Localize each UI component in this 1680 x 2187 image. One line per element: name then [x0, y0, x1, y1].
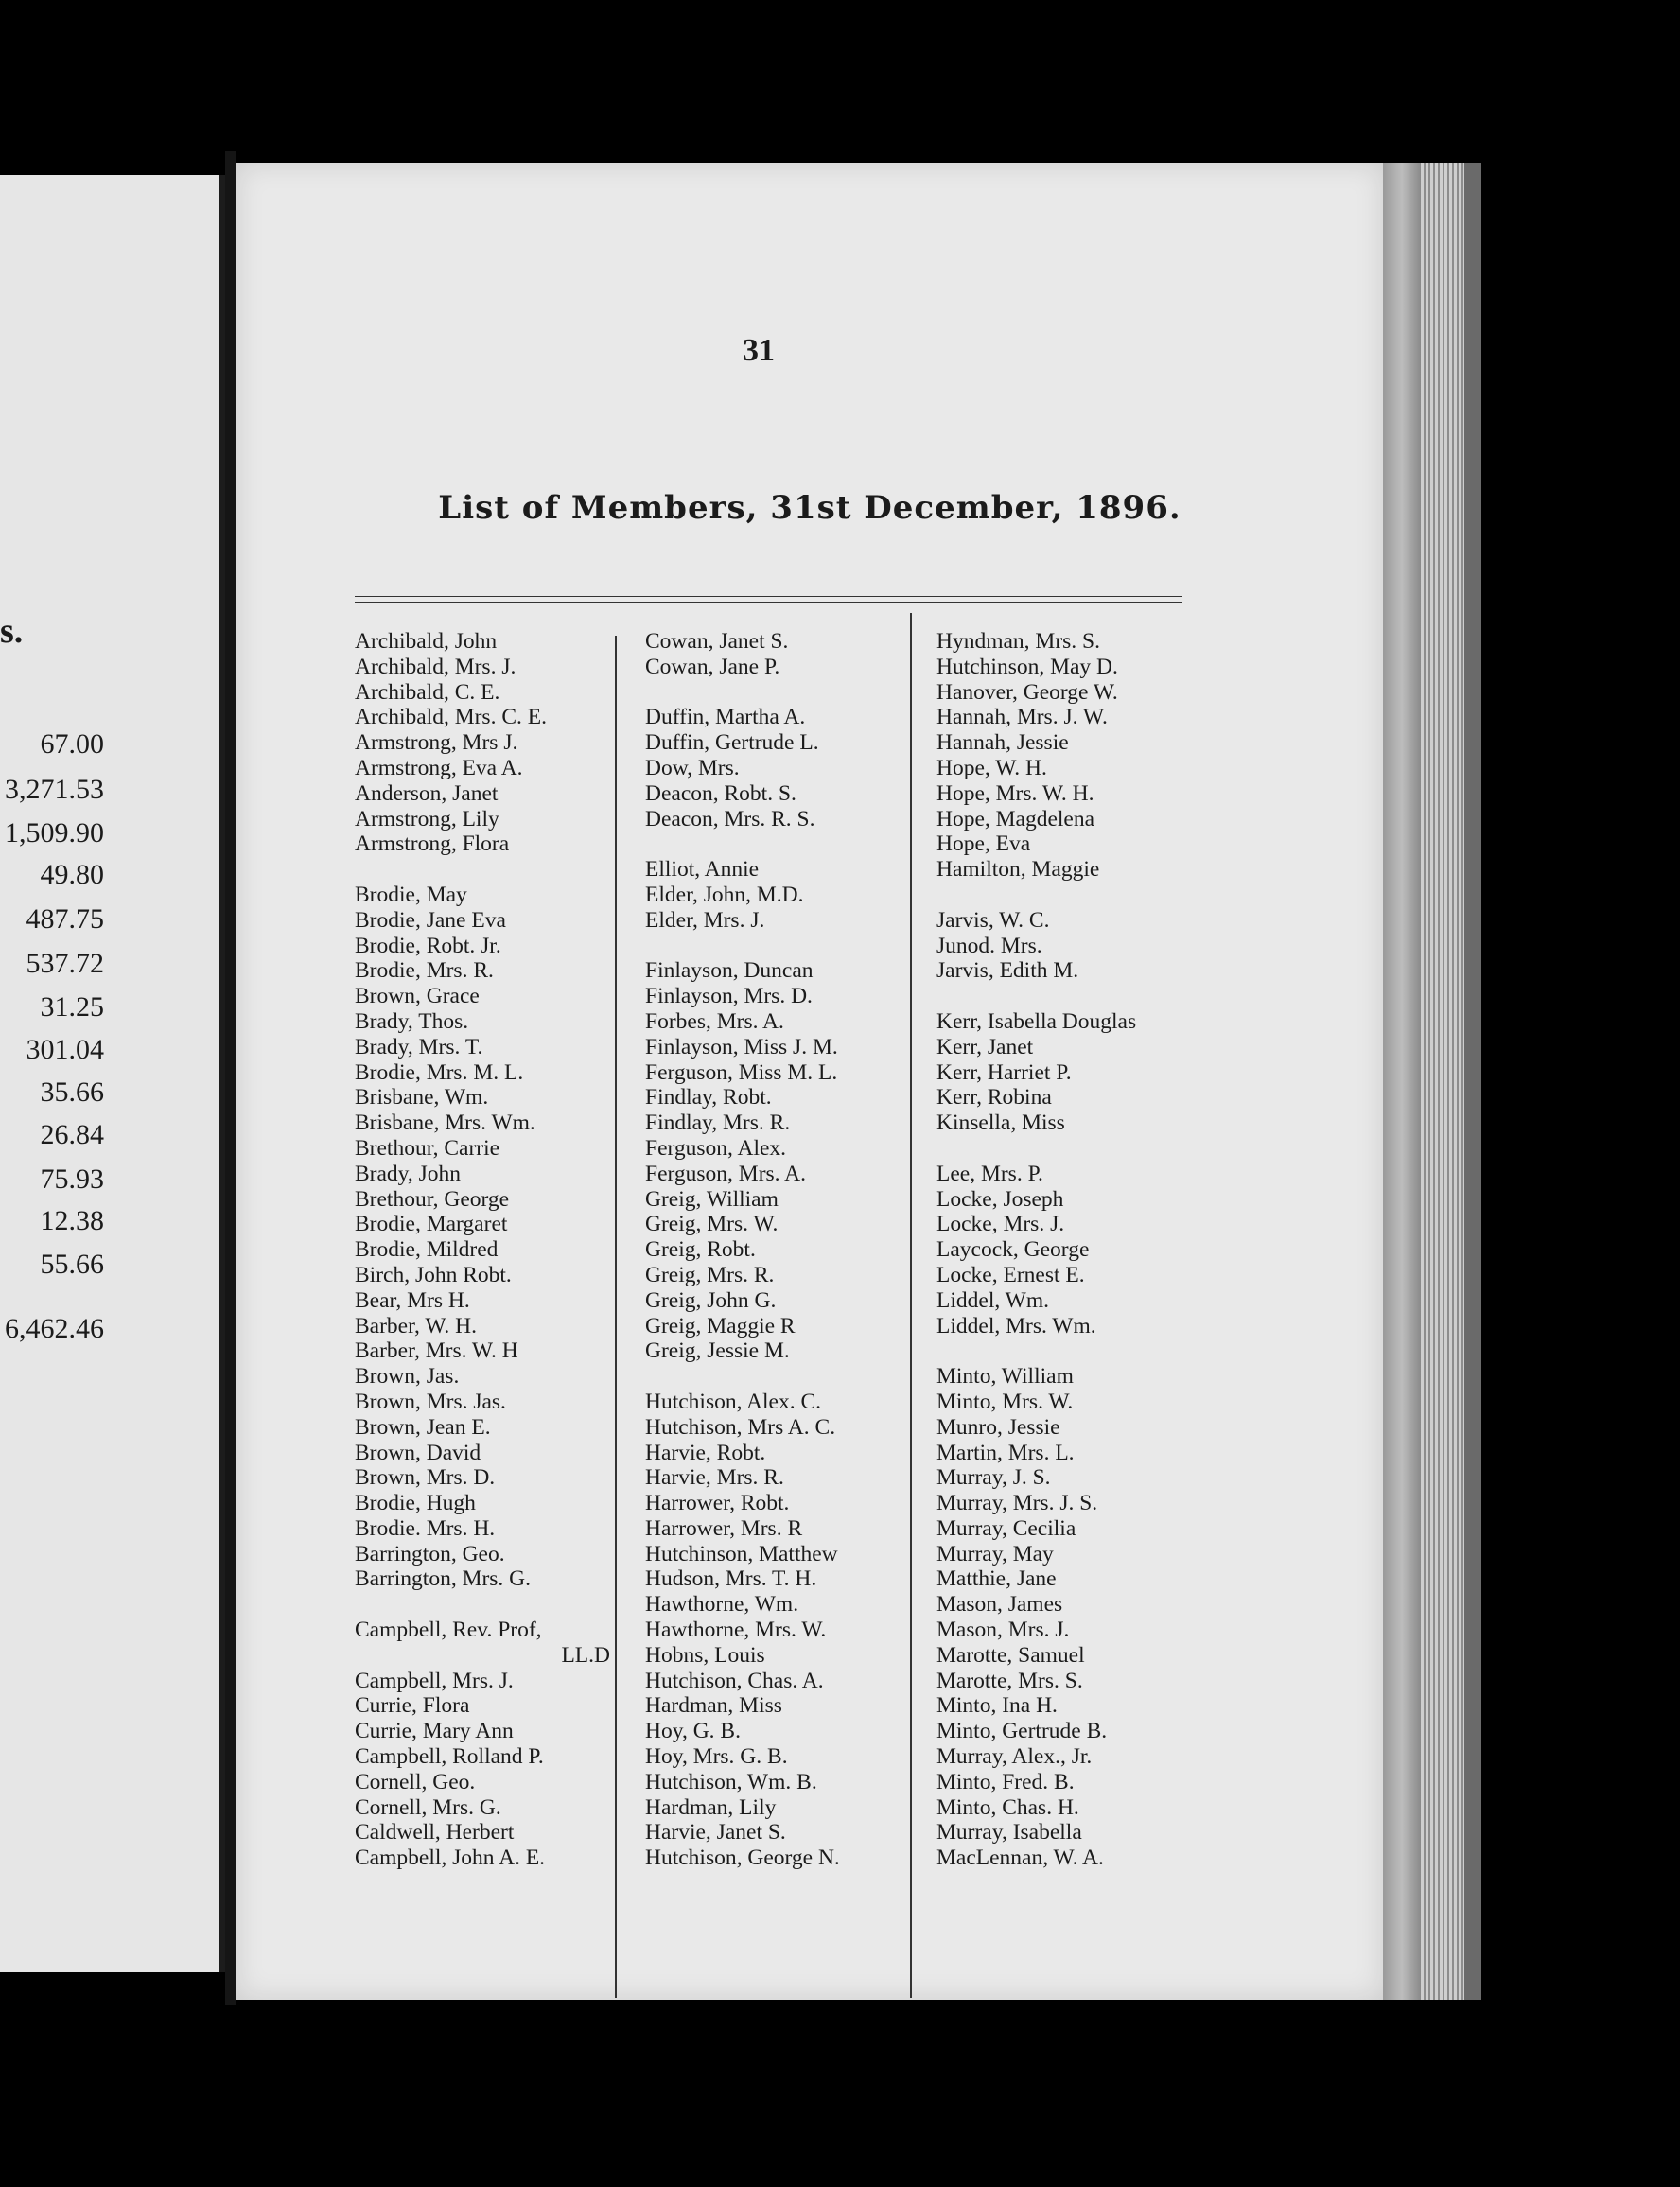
member-entry: Brady, Thos.	[355, 1008, 469, 1034]
member-entry: Finlayson, Duncan	[645, 958, 814, 984]
member-entry: Deacon, Robt. S.	[645, 780, 796, 806]
member-entry: Brown, Jean E.	[355, 1414, 491, 1440]
member-entry: Barrington, Geo.	[355, 1541, 505, 1566]
member-entry: Brodie, Hugh	[355, 1491, 476, 1516]
section-gap	[936, 883, 1136, 908]
member-entry: Greig, John G.	[645, 1287, 777, 1313]
member-entry: Hutchison, Mrs A. C.	[645, 1414, 836, 1440]
members-column-1	[355, 629, 610, 1871]
member-entry: Greig, Maggie R	[645, 1313, 796, 1338]
section-gap	[645, 680, 840, 706]
member-entry: Harvie, Mrs. R.	[645, 1465, 784, 1491]
section-gap	[645, 934, 840, 959]
member-entry: Brady, John	[355, 1161, 462, 1186]
member-entry: Hoy, Mrs. G. B.	[645, 1744, 788, 1770]
member-entry: Barber, Mrs. W. H	[355, 1338, 518, 1364]
member-entry: Brown, David	[355, 1440, 481, 1465]
member-entry: Kinsella, Miss	[936, 1111, 1065, 1136]
amount: 26.84	[40, 1119, 104, 1150]
member-entry: Armstrong, Flora	[355, 831, 510, 857]
column-divider-2	[910, 613, 912, 1998]
member-entry: Hutchinson, Matthew	[645, 1541, 838, 1566]
member-entry: Hardman, Lily	[645, 1794, 777, 1820]
member-entry: Caldwell, Herbert	[355, 1820, 515, 1846]
amount: 75.93	[40, 1163, 104, 1195]
member-entry: Campbell, Mrs. J.	[355, 1668, 514, 1693]
member-entry: Locke, Ernest E.	[936, 1262, 1085, 1287]
member-entry: Kerr, Robina	[936, 1085, 1052, 1111]
member-entry: Brodie, Robt. Jr.	[355, 933, 501, 958]
member-entry: Brodie, Mrs. R.	[355, 958, 494, 984]
member-entry: Minto, Mrs. W.	[936, 1389, 1074, 1414]
member-entry: Hawthorne, Mrs. W.	[645, 1618, 827, 1643]
member-entry: Hope, Magdelena	[936, 806, 1095, 831]
member-entry: Archibald, Mrs. J.	[355, 654, 516, 679]
section-gap	[645, 1364, 840, 1390]
member-entry: Campbell, Rev. Prof,	[355, 1618, 542, 1643]
section-gap	[936, 984, 1136, 1009]
member-entry: Hannah, Mrs. J. W.	[936, 705, 1108, 730]
member-entry: Hutchinson, May D.	[936, 654, 1118, 679]
member-entry: Ferguson, Alex.	[645, 1135, 787, 1161]
member-entry: Kerr, Harriet P.	[936, 1059, 1072, 1085]
members-column-3	[936, 629, 1136, 1871]
member-entry: Brethour, George	[355, 1186, 510, 1212]
member-entry: Brisbane, Wm.	[355, 1085, 489, 1111]
member-entry: Brady, Mrs. T.	[355, 1034, 483, 1059]
member-entry: Liddel, Wm.	[936, 1287, 1050, 1313]
member-entry: Brodie. Mrs. H.	[355, 1515, 496, 1541]
member-entry: Armstrong, Lily	[355, 806, 499, 831]
member-entry: Hamilton, Maggie	[936, 857, 1100, 883]
member-entry: Currie, Flora	[355, 1693, 470, 1719]
member-entry: Murray, May	[936, 1541, 1054, 1566]
member-entry: Mason, Mrs. J.	[936, 1618, 1070, 1643]
members-column-2	[645, 629, 840, 1871]
member-entry: Kerr, Isabella Douglas	[936, 1008, 1137, 1034]
title-rule-bottom	[355, 602, 1182, 603]
section-gap	[936, 1136, 1136, 1162]
member-entry: Barrington, Mrs. G.	[355, 1566, 532, 1592]
member-entry: Laycock, George	[936, 1237, 1090, 1263]
member-entry: Hawthorne, Wm.	[645, 1592, 799, 1618]
section-gap	[355, 857, 610, 883]
member-entry: Brown, Mrs. Jas.	[355, 1389, 506, 1414]
member-entry: Archibald, John	[355, 629, 498, 654]
member-entry: Brethour, Carrie	[355, 1135, 500, 1161]
member-entry: Brodie, Mrs. M. L.	[355, 1059, 524, 1085]
member-entry: Hudson, Mrs. T. H.	[645, 1566, 817, 1592]
member-entry: Greig, Mrs. W.	[645, 1212, 779, 1237]
member-entry: Marotte, Samuel	[936, 1642, 1085, 1668]
page-title: List of Members, 31st December, 1896.	[438, 489, 1181, 527]
member-entry: Harvie, Janet S.	[645, 1820, 786, 1846]
member-entry: Deacon, Mrs. R. S.	[645, 806, 815, 831]
member-entry: Finlayson, Mrs. D.	[645, 984, 813, 1009]
member-entry: Hyndman, Mrs. S.	[936, 629, 1100, 654]
left-page-fragment	[0, 175, 225, 1972]
member-entry: Hope, W. H.	[936, 755, 1047, 780]
member-entry: Marotte, Mrs. S.	[936, 1668, 1083, 1693]
member-entry: Murray, Alex., Jr.	[936, 1744, 1093, 1770]
amount: 35.66	[40, 1076, 104, 1108]
amount: 31.25	[40, 991, 104, 1023]
amount: 537.72	[26, 948, 104, 979]
member-entry: Munro, Jessie	[936, 1414, 1060, 1440]
member-entry: Archibald, C. E.	[355, 679, 500, 705]
member-entry: Findlay, Robt.	[645, 1085, 772, 1111]
member-entry: Harrower, Robt.	[645, 1491, 790, 1516]
member-entry: Dow, Mrs.	[645, 755, 740, 780]
title-rule-top	[355, 596, 1182, 597]
member-entry: Duffin, Martha A.	[645, 705, 806, 730]
left-page-heading-fragment: s.	[0, 611, 24, 651]
member-entry: Locke, Joseph	[936, 1186, 1064, 1212]
column-divider-1	[615, 636, 617, 1998]
member-entry: Hutchison, George N.	[645, 1846, 840, 1871]
member-entry: Hardman, Miss	[645, 1693, 782, 1719]
right-page	[236, 163, 1383, 2000]
member-entry: Hutchison, Wm. B.	[645, 1769, 817, 1794]
member-entry: Harvie, Robt.	[645, 1440, 766, 1465]
member-entry: Hutchison, Chas. A.	[645, 1668, 824, 1693]
member-entry: Armstrong, Mrs J.	[355, 730, 518, 756]
member-entry: Findlay, Mrs. R.	[645, 1111, 791, 1136]
member-entry: Minto, William	[936, 1364, 1074, 1390]
member-entry: Kerr, Janet	[936, 1034, 1034, 1059]
member-entry: Elder, Mrs. J.	[645, 907, 765, 933]
page-stack	[1421, 163, 1464, 2000]
amount: 1,509.90	[5, 817, 104, 849]
member-entry: Liddel, Mrs. Wm.	[936, 1313, 1096, 1338]
amount: 12.38	[40, 1205, 104, 1236]
member-entry: Bear, Mrs H.	[355, 1287, 470, 1313]
member-entry: Birch, John Robt.	[355, 1262, 512, 1287]
member-entry: Greig, William	[645, 1186, 779, 1212]
section-gap	[645, 831, 840, 857]
member-entry: Minto, Ina H.	[936, 1693, 1058, 1719]
member-entry: Hoy, G. B.	[645, 1719, 741, 1744]
amount: 67.00	[40, 728, 104, 760]
member-entry: Martin, Mrs. L.	[936, 1440, 1075, 1465]
member-entry: Hope, Eva	[936, 831, 1031, 857]
book-gutter	[225, 151, 236, 2005]
member-entry: Jarvis, W. C.	[936, 907, 1050, 933]
member-entry: Armstrong, Eva A.	[355, 755, 523, 780]
member-entry: Murray, Mrs. J. S.	[936, 1491, 1098, 1516]
member-entry: Brodie, May	[355, 882, 467, 907]
member-entry: Cowan, Janet S.	[645, 629, 789, 654]
member-entry: Hope, Mrs. W. H.	[936, 780, 1094, 806]
member-entry: Forbes, Mrs. A.	[645, 1008, 784, 1034]
member-entry: Cornell, Mrs. G.	[355, 1794, 501, 1820]
member-entry: Harrower, Mrs. R	[645, 1515, 803, 1541]
amount: 301.04	[26, 1034, 104, 1065]
member-entry: Murray, J. S.	[936, 1465, 1051, 1491]
member-entry: Brown, Grace	[355, 984, 480, 1009]
amount: 55.66	[40, 1249, 104, 1280]
member-entry: Cowan, Jane P.	[645, 654, 780, 679]
member-entry: Hobns, Louis	[645, 1642, 765, 1668]
section-gap	[355, 1592, 610, 1618]
member-entry: Greig, Robt.	[645, 1237, 756, 1263]
member-entry: Greig, Jessie M.	[645, 1338, 790, 1364]
amount: 49.80	[40, 859, 104, 890]
member-entry: Hanover, George W.	[936, 679, 1118, 705]
member-entry: Anderson, Janet	[355, 780, 499, 806]
member-entry: Murray, Isabella	[936, 1820, 1082, 1846]
member-entry: Brodie, Mildred	[355, 1237, 499, 1263]
member-entry: Campbell, John A. E.	[355, 1846, 546, 1871]
member-entry: Cornell, Geo.	[355, 1769, 476, 1794]
member-entry: Murray, Cecilia	[936, 1515, 1076, 1541]
member-entry: Brown, Jas.	[355, 1364, 460, 1390]
member-entry: Campbell, Rolland P.	[355, 1744, 544, 1770]
member-entry: Archibald, Mrs. C. E.	[355, 705, 547, 730]
member-entry: Minto, Gertrude B.	[936, 1719, 1108, 1744]
member-entry: Finlayson, Miss J. M.	[645, 1034, 838, 1059]
member-entry: Elliot, Annie	[645, 857, 760, 883]
member-entry: Matthie, Jane	[936, 1566, 1057, 1592]
member-entry: Ferguson, Miss M. L.	[645, 1059, 838, 1085]
member-entry: Jarvis, Edith M.	[936, 958, 1079, 984]
member-entry: Locke, Mrs. J.	[936, 1212, 1065, 1237]
amount: 6,462.46	[5, 1313, 104, 1344]
member-entry: Hannah, Jessie	[936, 730, 1069, 756]
member-entry: Brodie, Margaret	[355, 1212, 508, 1237]
page-number: 31	[743, 333, 775, 368]
amount: 487.75	[26, 903, 104, 935]
book-cover-edge	[1464, 163, 1481, 2000]
section-gap	[936, 1338, 1136, 1364]
page-edge	[1383, 163, 1421, 2000]
member-entry: Currie, Mary Ann	[355, 1719, 514, 1744]
member-entry: Greig, Mrs. R.	[645, 1262, 775, 1287]
member-entry: Brodie, Jane Eva	[355, 907, 506, 933]
member-entry: LL.D	[561, 1642, 610, 1668]
member-entry: MacLennan, W. A.	[936, 1846, 1104, 1871]
member-entry: Duffin, Gertrude L.	[645, 730, 819, 756]
member-entry: Barber, W. H.	[355, 1313, 477, 1338]
member-entry: Ferguson, Mrs. A.	[645, 1161, 806, 1186]
amount: 3,271.53	[5, 774, 104, 805]
member-entry: Elder, John, M.D.	[645, 882, 804, 907]
member-entry: Brisbane, Mrs. Wm.	[355, 1111, 535, 1136]
member-entry: Lee, Mrs. P.	[936, 1161, 1043, 1186]
member-entry: Brown, Mrs. D.	[355, 1465, 496, 1491]
member-entry: Minto, Chas. H.	[936, 1794, 1079, 1820]
member-entry: Junod. Mrs.	[936, 933, 1042, 958]
member-entry: Hutchison, Alex. C.	[645, 1389, 822, 1414]
member-entry: Minto, Fred. B.	[936, 1769, 1075, 1794]
member-entry: Mason, James	[936, 1592, 1063, 1618]
